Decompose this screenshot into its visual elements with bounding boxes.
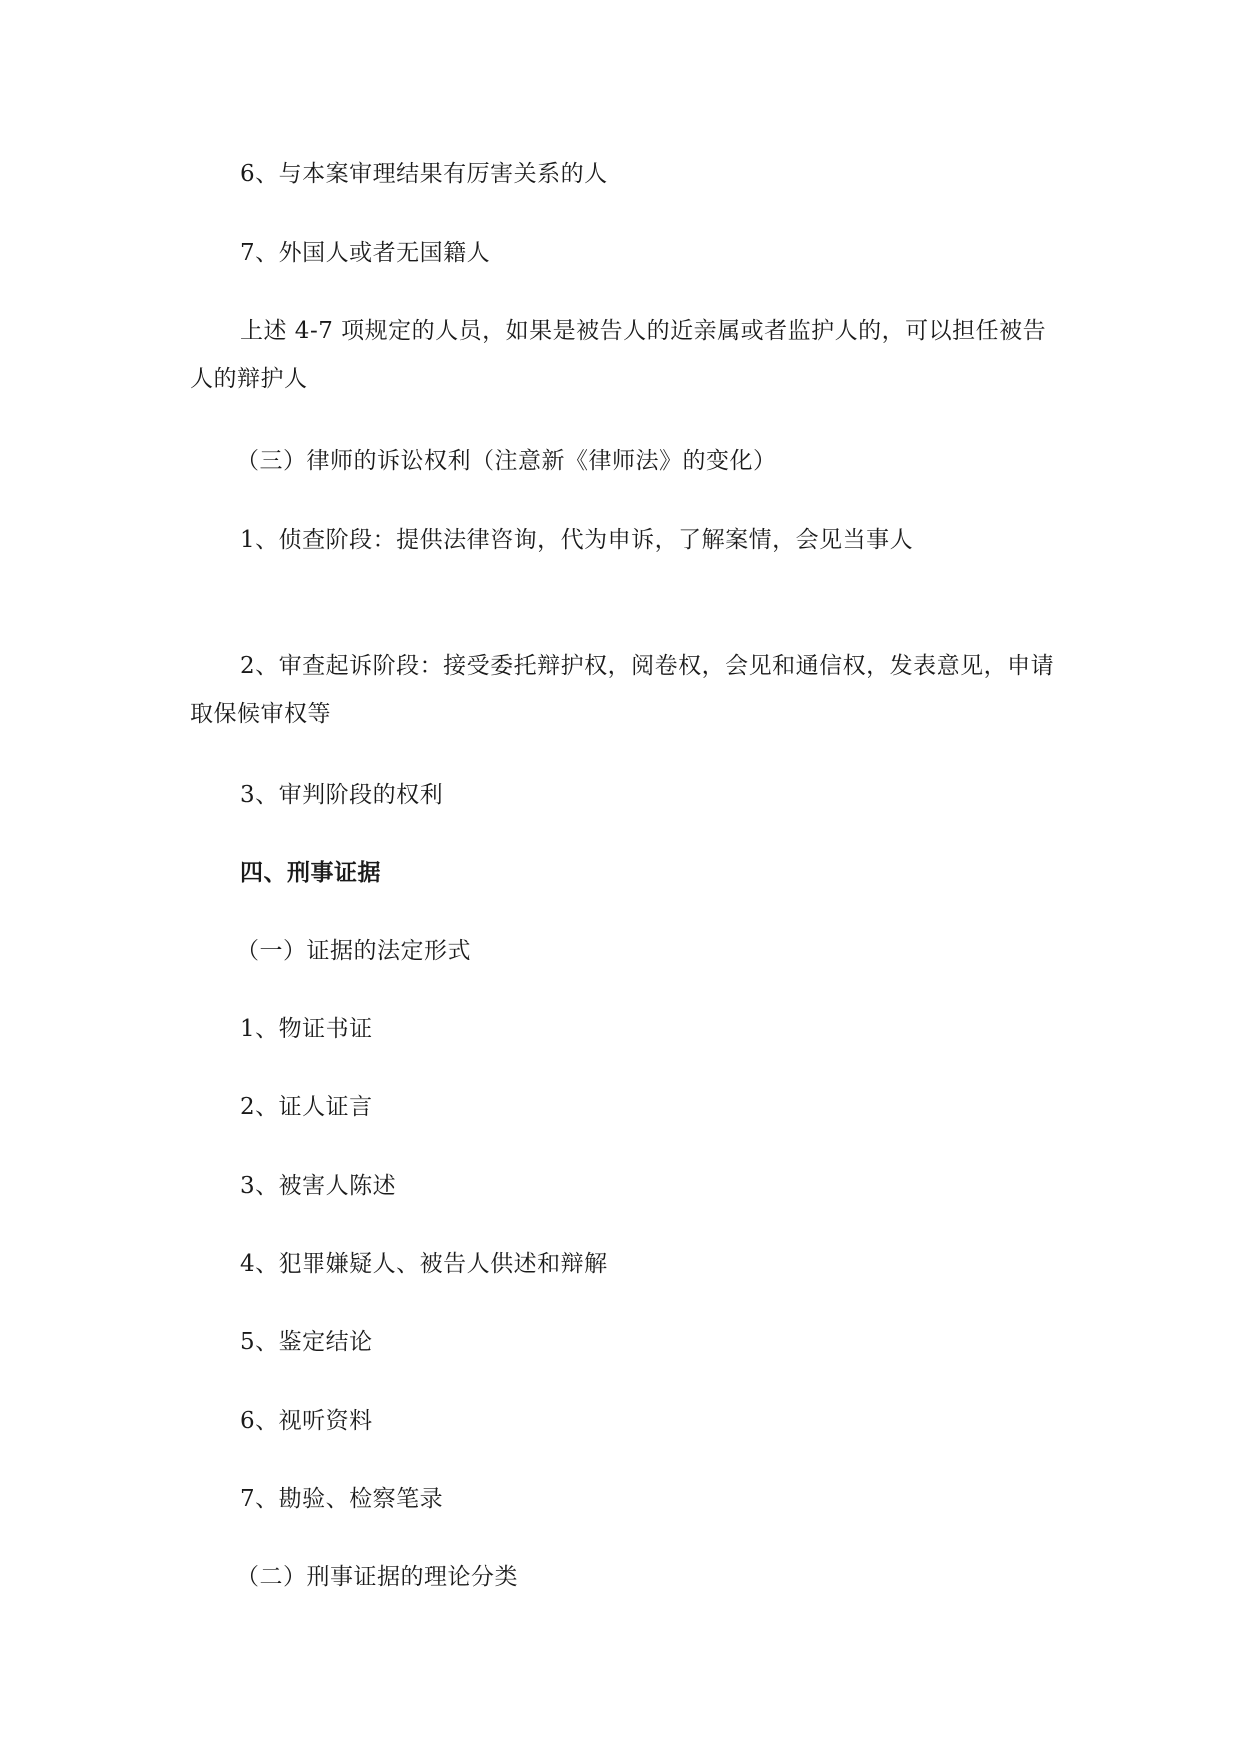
chapter-heading: 四、刑事证据 [240,859,381,886]
list-item: 6、视听资料 [240,1408,373,1434]
list-item: 2、证人证言 [240,1094,373,1120]
list-item: 7、勘验、检察笔录 [240,1486,444,1512]
paragraph: 2、审查起诉阶段：接受委托辩护权，阅卷权，会见和通信权，发表意见，申请取保候审权等 [190,653,1055,727]
paragraph: 上述 4-7 项规定的人员，如果是被告人的近亲属或者监护人的，可以担任被告人的辩护人 [190,318,1047,392]
list-item: 7、外国人或者无国籍人 [240,240,491,266]
list-item: 5、鉴定结论 [240,1329,373,1355]
section-heading: （三）律师的诉讼权利（注意新《律师法》的变化） [236,448,777,474]
list-item: 1、物证书证 [240,1016,373,1042]
list-item: 1、侦查阶段：提供法律咨询，代为申诉，了解案情，会见当事人 [240,527,914,553]
section-heading: （一）证据的法定形式 [236,938,471,964]
list-item: 3、被害人陈述 [240,1173,397,1199]
list-item: 3、审判阶段的权利 [240,782,444,808]
list-item: 6、与本案审理结果有厉害关系的人 [240,161,608,187]
list-item: 4、犯罪嫌疑人、被告人供述和辩解 [240,1251,608,1277]
section-heading: （二）刑事证据的理论分类 [236,1564,518,1590]
